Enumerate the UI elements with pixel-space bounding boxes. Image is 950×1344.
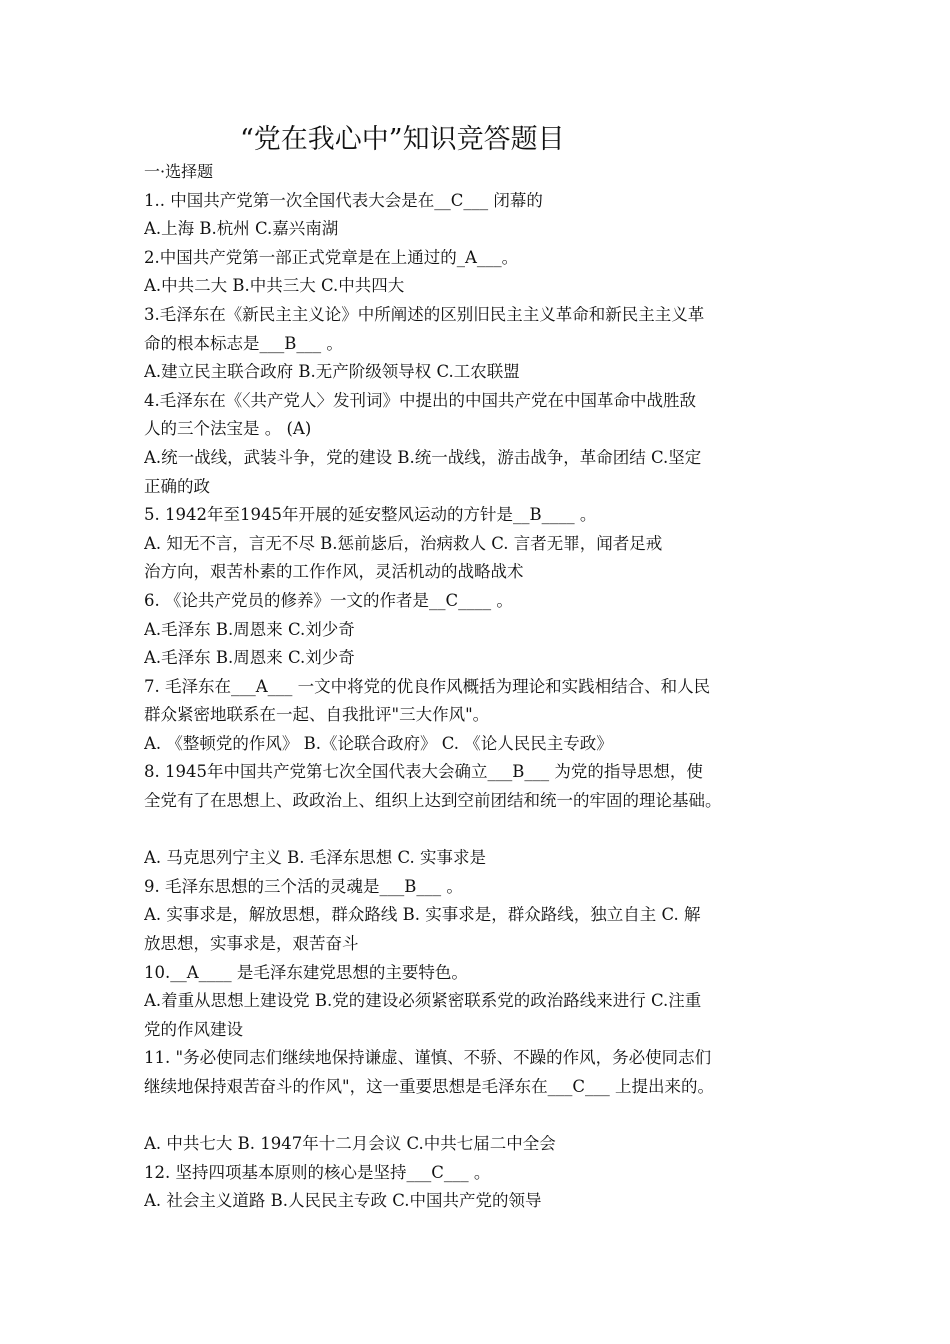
text-line: 人的三个法宝是 。 (A) <box>144 419 312 439</box>
page-title: “党在我心中”知识竞答题目 <box>240 124 565 155</box>
text-line: 继续地保持艰苦奋斗的作风"，这一重要思想是毛泽东在___C___ 上提出来的。 <box>144 1077 714 1096</box>
text-line: 3.毛泽东在《新民主主义论》中所阐述的区别旧民主主义革命和新民主主义革 <box>144 304 705 324</box>
text-line: A.统一战线，武装斗争，党的建设 B.统一战线，游击战争，革命团结 C.坚定 <box>144 447 702 467</box>
text-line: 11. "务必使同志们继续地保持谦虚、谨慎、不骄、不躁的作风，务必使同志们 <box>144 1048 712 1068</box>
text-line: 7. 毛泽东在___A___ 一文中将党的优良作风概括为理论和实践相结合、和人民 <box>144 676 711 696</box>
text-line: 全党有了在思想上、政政治上、组织上达到空前团结和统一的牢固的理论基础。 <box>144 791 722 811</box>
text-line: A.着重从思想上建设党 B.党的建设必须紧密联系党的政治路线来进行 C.注重 <box>144 991 702 1011</box>
question-lines <box>144 187 812 1216</box>
text-line: 8. 1945年中国共产党第七次全国代表大会确立___B___ 为党的指导思想，使 <box>144 762 703 782</box>
text-line: 放思想，实事求是，艰苦奋斗 <box>144 934 359 954</box>
blank-line <box>144 816 812 845</box>
text-line: A. 社会主义道路 B.人民民主专政 C.中国共产党的领导 <box>144 1191 542 1211</box>
text-line: 命的根本标志是___B___ 。 <box>144 333 343 353</box>
text-line: 2.中国共产党第一部正式党章是在上通过的_A___。 <box>144 247 519 267</box>
text-line: A. 中共七大 B. 1947年十二月会议 C.中共七届二中全会 <box>144 1134 556 1154</box>
text-line: 5. 1942年至1945年开展的延安整风运动的方针是__B____ 。 <box>144 505 597 525</box>
text-line: 正确的政 <box>144 476 210 496</box>
text-line: A. 马克思列宁主义 B. 毛泽东思想 C. 实事求是 <box>144 848 487 868</box>
text-line: A.建立民主联合政府 B.无产阶级领导权 C.工农联盟 <box>144 362 520 382</box>
text-line: A.毛泽东 B.周恩来 C.刘少奇 <box>144 619 355 639</box>
text-line: 9. 毛泽东思想的三个活的灵魂是___B___ 。 <box>144 876 463 896</box>
text-line: 党的作风建设 <box>144 1019 243 1039</box>
text-line: A. 实事求是，解放思想，群众路线 B. 实事求是，群众路线，独立自主 C. 解 <box>144 905 701 925</box>
text-line: 治方向，艰苦朴素的工作作风，灵活机动的战略战术 <box>144 562 524 582</box>
text-line: A.上海 B.杭州 C.嘉兴南湖 <box>144 219 339 239</box>
text-line: 10.__A____ 是毛泽东建党思想的主要特色。 <box>144 962 468 982</box>
text-line: A.中共二大 B.中共三大 C.中共四大 <box>144 276 405 296</box>
text-line: 6. 《论共产党员的修养》一文的作者是__C____ 。 <box>144 590 513 610</box>
question-list <box>144 158 812 1216</box>
text-line: A.毛泽东 B.周恩来 C.刘少奇 <box>144 648 355 668</box>
text-line: A. 知无不言，言无不尽 B.惩前毖后，治病救人 C. 言者无罪，闻者足戒 <box>144 533 663 553</box>
text-line: 群众紧密地联系在一起、自我批评"三大作风"。 <box>144 705 490 725</box>
text-line: A. 《整顿党的作风》 B.《论联合政府》 C. 《论人民民主专政》 <box>144 733 613 753</box>
section-heading: 一·选择题 <box>144 162 214 181</box>
text-line: 1.. 中国共产党第一次全国代表大会是在__C___ 闭幕的 <box>144 190 543 210</box>
text-line: 12. 坚持四项基本原则的核心是坚持___C___ 。 <box>144 1162 491 1182</box>
blank-line <box>144 1102 812 1131</box>
text-line: 4.毛泽东在《〈共产党人〉发刊词》中提出的中国共产党在中国革命中战胜敌 <box>144 390 696 410</box>
